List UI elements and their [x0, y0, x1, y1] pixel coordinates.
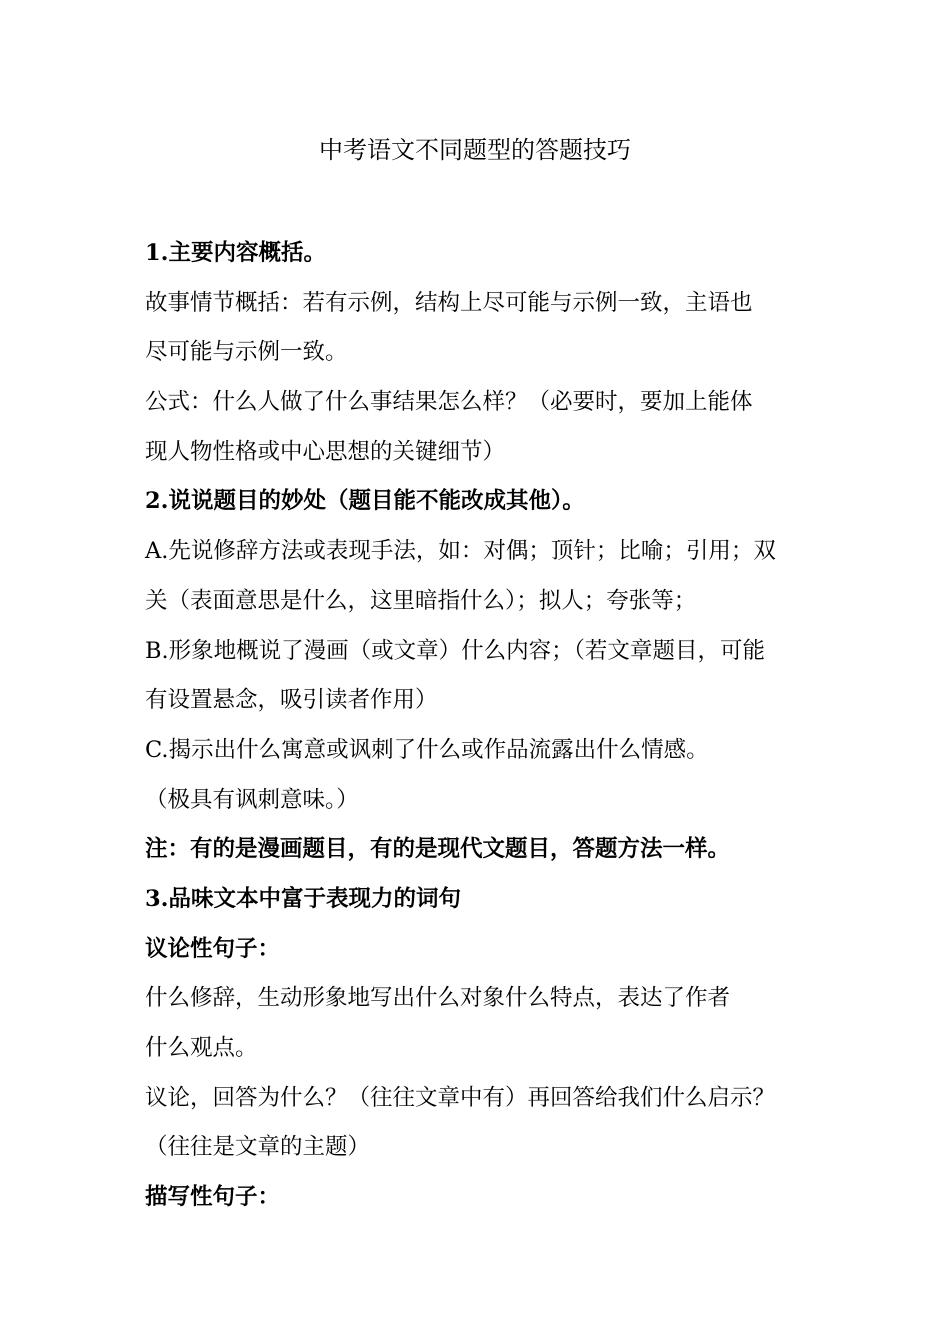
document-title: 中考语文不同题型的答题技巧	[319, 136, 631, 164]
subheading-argumentative: 议论性句子：	[145, 935, 281, 962]
paragraph-line: 公式：什么人做了什么事结果怎么样？（必要时，要加上能体	[145, 389, 753, 416]
document-body	[145, 229, 815, 1223]
section-heading-1: 1.主要内容概括。	[145, 240, 326, 266]
paragraph-line: 现人物性格或中心思想的关键细节）	[145, 438, 506, 465]
paragraph-line: 尽可能与示例一致。	[145, 339, 348, 366]
paragraph-line: 关（表面意思是什么，这里暗指什么）；拟人；夸张等；	[145, 587, 697, 614]
paragraph-line: 什么观点。	[145, 1035, 258, 1061]
paragraph-line: 议论，回答为什么？（往往文章中有）再回答给我们什么启示？	[145, 1084, 776, 1111]
section-heading-2: 2.说说题目的妙处（题目能不能改成其他）。	[145, 488, 585, 515]
paragraph-line: C.揭示出什么寓意或讽刺了什么或作品流露出什么情感。	[145, 736, 709, 763]
paragraph-line: （往往是文章的主题）	[145, 1134, 371, 1161]
paragraph-line: A.先说修辞方法或表现手法，如：对偶；顶针；比喻；引用；双	[145, 538, 776, 565]
subheading-descriptive: 描写性句子：	[145, 1184, 281, 1211]
paragraph-line: （极具有讽刺意味。）	[145, 786, 359, 813]
paragraph-line: 什么修辞，生动形象地写出什么对象什么特点，表达了作者	[145, 985, 731, 1012]
paragraph-line: 有设置悬念，吸引读者作用）	[145, 687, 438, 714]
paragraph-line: B.形象地概说了漫画（或文章）什么内容；（若文章题目，可能	[145, 637, 765, 664]
paragraph-line: 故事情节概括：若有示例，结构上尽可能与示例一致，主语也	[145, 289, 753, 316]
section-heading-3: 3.品味文本中富于表现力的词句	[145, 885, 461, 912]
note-line: 注：有的是漫画题目，有的是现代文题目，答题方法一样。	[145, 836, 731, 863]
